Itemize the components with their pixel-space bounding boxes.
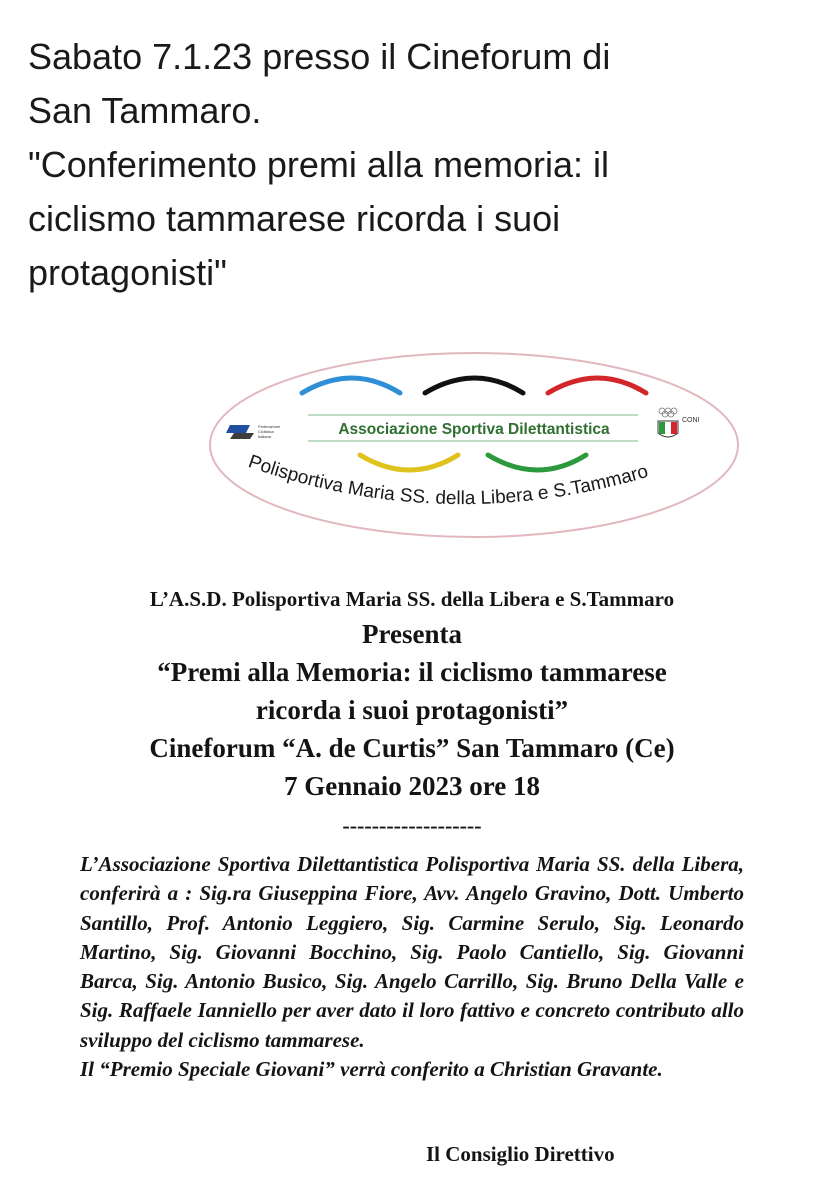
flyer-title-line2: ricorda i suoi protagonisti” xyxy=(255,695,569,725)
post-caption-line: "Conferimento premi alla memoria: il xyxy=(28,144,609,185)
post-caption-line: San Tammaro. xyxy=(28,90,262,131)
yellow-ring-arc xyxy=(360,455,458,470)
post-caption xyxy=(28,30,808,300)
fci-text-line: Federazione xyxy=(258,424,281,429)
association-label: Associazione Sportiva Dilettantistica xyxy=(338,421,610,438)
flyer-header xyxy=(0,585,824,841)
flyer-body xyxy=(80,850,744,1084)
club-name-arc: Polisportiva Maria SS. della Libera e S.Tammaro xyxy=(245,451,651,510)
flyer-paragraph-awards: L’Associazione Sportiva Dilettantistica Polisportiva Maria SS. della Libera, conferirà a : Sig.ra Giuseppina Fiore, Avv. Angelo Gravino, Dott. Umberto Santillo, Prof. Antonio Leggiero, Sig. Carmine Serulo, Sig. Leonardo Martino, Sig. Giovanni Bocchino, Sig. Paolo Cantiello, Sig. Giovanni Barca, Sig. Antonio Busico, Sig. Angelo Carrillo, Sig. Bruno Della Valle e Sig. Raffaele Ianniello per aver dato il loro fattivo e concreto contributo allo sviluppo del ciclismo tammarese. xyxy=(80,852,744,1052)
blue-ring-arc xyxy=(302,378,400,393)
flyer-signature: Il Consiglio Direttivo xyxy=(426,1142,615,1166)
flyer-presenta: Presenta xyxy=(362,619,462,649)
fci-text-line: Ciclistica xyxy=(258,429,274,434)
coni-label: CONI xyxy=(682,417,700,424)
post-caption-line: Sabato 7.1.23 presso il Cineforum di xyxy=(28,36,611,77)
post-caption-line: protagonisti" xyxy=(28,252,227,293)
association-logo-graphic xyxy=(200,345,748,545)
flyer-paragraph-young-award: Il “Premio Speciale Giovani” verrà conferito a Christian Gravante. xyxy=(80,1057,663,1082)
logo-ellipse xyxy=(210,353,738,537)
fci-text-line: Italiana xyxy=(258,434,271,439)
red-ring-arc xyxy=(548,378,646,393)
fci-logo xyxy=(226,424,281,439)
association-logo xyxy=(200,345,748,545)
flyer-title-line1: “Premi alla Memoria: il ciclismo tammarese xyxy=(157,657,667,687)
green-ring-arc xyxy=(488,455,586,470)
flyer-venue: Cineforum “A. de Curtis” San Tammaro (Ce) xyxy=(149,733,675,763)
coni-logo xyxy=(658,408,700,437)
flyer-date: 7 Gennaio 2023 ore 18 xyxy=(284,771,540,801)
black-ring-arc xyxy=(425,378,523,393)
flyer-intro: L’A.S.D. Polisportiva Maria SS. della Libera e S.Tammaro xyxy=(149,587,675,611)
post-caption-line: ciclismo tammarese ricorda i suoi xyxy=(28,198,561,239)
flyer-separator: ------------------- xyxy=(342,813,482,838)
